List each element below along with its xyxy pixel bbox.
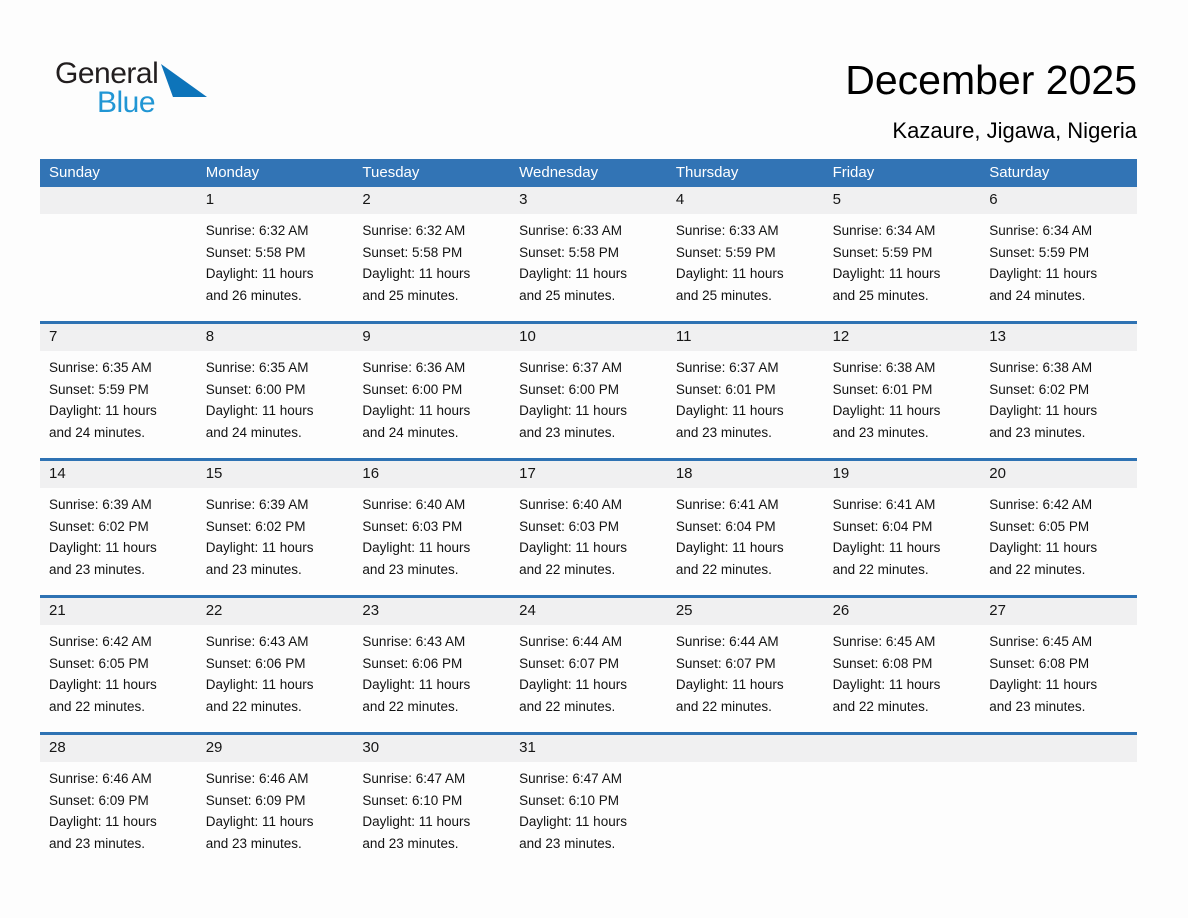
- sunrise-text: Sunrise: 6:33 AM: [519, 223, 622, 238]
- sunrise-text: Sunrise: 6:37 AM: [519, 360, 622, 375]
- daylight-text-line2: and 22 minutes.: [519, 561, 616, 577]
- page-subtitle: Kazaure, Jigawa, Nigeria: [892, 118, 1137, 143]
- daylight-text-line1: Daylight: 11 hours: [519, 540, 627, 555]
- day-details: [40, 214, 197, 321]
- sunset-text: Sunset: 6:02 PM: [205, 518, 306, 534]
- week-row: [40, 187, 1137, 321]
- day-number: 18: [667, 461, 824, 488]
- day-cell: [353, 461, 510, 595]
- sunset-text: Sunset: 6:01 PM: [832, 381, 933, 397]
- sunset-text: Sunset: 6:05 PM: [989, 518, 1090, 534]
- sunset-text: Sunset: 6:05 PM: [49, 655, 149, 671]
- day-details: [510, 625, 667, 732]
- page-title: December 2025: [845, 57, 1137, 103]
- day-details: [510, 488, 667, 595]
- sunrise-text: Sunrise: 6:41 AM: [832, 497, 936, 512]
- day-details: [197, 762, 354, 869]
- day-number: 7: [40, 324, 197, 351]
- day-details: [824, 625, 981, 732]
- sunrise-text: Sunrise: 6:32 AM: [205, 223, 309, 238]
- weekday-header-wednesday: Wednesday: [519, 164, 599, 181]
- daylight-text-line2: and 22 minutes.: [519, 698, 616, 714]
- sunrise-text: Sunrise: 6:32 AM: [362, 223, 466, 238]
- daylight-text-line1: Daylight: 11 hours: [675, 403, 784, 418]
- sunset-text: Sunset: 6:07 PM: [675, 655, 776, 671]
- day-number: 22: [197, 598, 354, 625]
- daylight-text-line1: Daylight: 11 hours: [519, 266, 627, 281]
- day-details: [980, 625, 1137, 732]
- daylight-text-line2: and 25 minutes.: [362, 287, 459, 303]
- weekday-header-monday: Monday: [205, 164, 260, 181]
- sunset-text: Sunset: 6:07 PM: [519, 655, 619, 671]
- sunset-text: Sunset: 6:04 PM: [675, 518, 776, 534]
- day-details: [40, 488, 197, 595]
- daylight-text-line1: Daylight: 11 hours: [205, 266, 314, 281]
- daylight-text-line2: and 23 minutes.: [989, 424, 1086, 440]
- daylight-text-line1: Daylight: 11 hours: [989, 677, 1098, 692]
- weeks-container: [40, 187, 1137, 869]
- sunset-text: Sunset: 5:59 PM: [675, 244, 776, 260]
- day-details: [667, 488, 824, 595]
- daylight-text-line1: Daylight: 11 hours: [989, 266, 1098, 281]
- daylight-text-line1: Daylight: 11 hours: [519, 677, 627, 692]
- daylight-text-line2: and 22 minutes.: [675, 698, 772, 714]
- daylight-text-line1: Daylight: 11 hours: [362, 266, 471, 281]
- sunset-text: Sunset: 5:58 PM: [519, 244, 619, 260]
- day-cell: [40, 598, 197, 732]
- day-number: 30: [353, 735, 510, 762]
- day-number: 26: [824, 598, 981, 625]
- empty-day-cell: [667, 735, 824, 869]
- sunset-text: Sunset: 6:10 PM: [519, 792, 619, 808]
- sunset-text: Sunset: 6:09 PM: [205, 792, 306, 808]
- day-details: [40, 625, 197, 732]
- day-details: [353, 351, 510, 458]
- sunrise-text: Sunrise: 6:38 AM: [989, 360, 1093, 375]
- sunset-text: Sunset: 6:03 PM: [362, 518, 463, 534]
- daylight-text-line1: Daylight: 11 hours: [362, 540, 471, 555]
- day-cell: [667, 187, 824, 321]
- day-number: 10: [510, 324, 667, 351]
- day-cell: [197, 324, 354, 458]
- daylight-text-line1: Daylight: 11 hours: [205, 814, 314, 829]
- day-cell: [824, 461, 981, 595]
- day-number: 14: [40, 461, 197, 488]
- sunset-text: Sunset: 5:59 PM: [832, 244, 933, 260]
- day-cell: [824, 598, 981, 732]
- daylight-text-line2: and 23 minutes.: [832, 424, 929, 440]
- day-number: [980, 735, 1137, 762]
- day-number: 2: [353, 187, 510, 214]
- day-details: [980, 488, 1137, 595]
- sunrise-text: Sunrise: 6:40 AM: [362, 497, 466, 512]
- daylight-text-line2: and 23 minutes.: [362, 835, 459, 851]
- sunrise-text: Sunrise: 6:41 AM: [675, 497, 779, 512]
- general-blue-logo: [55, 57, 225, 127]
- sunrise-text: Sunrise: 6:37 AM: [675, 360, 779, 375]
- day-number: 17: [510, 461, 667, 488]
- sunrise-text: Sunrise: 6:46 AM: [205, 771, 309, 786]
- day-cell: [667, 598, 824, 732]
- day-number: 19: [824, 461, 981, 488]
- sunset-text: Sunset: 6:01 PM: [675, 381, 776, 397]
- day-details: [353, 214, 510, 321]
- daylight-text-line2: and 22 minutes.: [49, 698, 146, 714]
- day-cell: [197, 461, 354, 595]
- day-number: 5: [824, 187, 981, 214]
- day-number: 20: [980, 461, 1137, 488]
- daylight-text-line2: and 23 minutes.: [519, 835, 616, 851]
- daylight-text-line1: Daylight: 11 hours: [362, 677, 471, 692]
- calendar-table: [40, 159, 1137, 869]
- sunrise-text: Sunrise: 6:45 AM: [989, 634, 1093, 649]
- day-details: [510, 762, 667, 869]
- day-number: 4: [667, 187, 824, 214]
- day-details: [197, 214, 354, 321]
- day-number: 31: [510, 735, 667, 762]
- day-cell: [510, 598, 667, 732]
- sunrise-text: Sunrise: 6:42 AM: [49, 634, 152, 649]
- daylight-text-line1: Daylight: 11 hours: [989, 540, 1098, 555]
- daylight-text-line1: Daylight: 11 hours: [362, 403, 471, 418]
- day-cell: [980, 461, 1137, 595]
- day-details: [980, 351, 1137, 458]
- sunset-text: Sunset: 6:02 PM: [49, 518, 149, 534]
- day-details: [197, 488, 354, 595]
- logo-triangle-icon: [161, 64, 207, 97]
- day-cell: [197, 187, 354, 321]
- daylight-text-line2: and 25 minutes.: [832, 287, 929, 303]
- sunset-text: Sunset: 5:59 PM: [49, 381, 149, 397]
- daylight-text-line2: and 23 minutes.: [49, 561, 146, 577]
- day-cell: [197, 735, 354, 869]
- day-number: 8: [197, 324, 354, 351]
- day-cell: [980, 598, 1137, 732]
- day-number: 16: [353, 461, 510, 488]
- day-cell: [667, 324, 824, 458]
- day-cell: [353, 735, 510, 869]
- daylight-text-line2: and 24 minutes.: [49, 424, 146, 440]
- day-details: [510, 214, 667, 321]
- day-cell: [510, 187, 667, 321]
- weekday-header-sunday: Sunday: [49, 164, 100, 181]
- sunset-text: Sunset: 5:59 PM: [989, 244, 1090, 260]
- day-details: [667, 625, 824, 732]
- day-details: [197, 625, 354, 732]
- daylight-text-line1: Daylight: 11 hours: [675, 540, 784, 555]
- daylight-text-line1: Daylight: 11 hours: [205, 677, 314, 692]
- sunset-text: Sunset: 6:00 PM: [362, 381, 463, 397]
- day-details: [667, 214, 824, 321]
- daylight-text-line2: and 24 minutes.: [989, 287, 1086, 303]
- day-number: 9: [353, 324, 510, 351]
- daylight-text-line1: Daylight: 11 hours: [519, 403, 627, 418]
- empty-day-cell: [40, 187, 197, 321]
- logo-general-text: General: [55, 57, 159, 90]
- daylight-text-line2: and 23 minutes.: [205, 835, 302, 851]
- day-cell: [197, 598, 354, 732]
- day-number: 1: [197, 187, 354, 214]
- sunrise-text: Sunrise: 6:47 AM: [362, 771, 466, 786]
- empty-day-cell: [824, 735, 981, 869]
- daylight-text-line2: and 23 minutes.: [49, 835, 146, 851]
- sunset-text: Sunset: 6:06 PM: [205, 655, 306, 671]
- sunrise-text: Sunrise: 6:42 AM: [989, 497, 1093, 512]
- daylight-text-line2: and 23 minutes.: [205, 561, 302, 577]
- day-details: [40, 762, 197, 869]
- daylight-text-line1: Daylight: 11 hours: [519, 814, 627, 829]
- day-cell: [40, 461, 197, 595]
- day-details: [824, 762, 981, 869]
- day-cell: [510, 324, 667, 458]
- week-row: [40, 458, 1137, 595]
- sunset-text: Sunset: 5:58 PM: [362, 244, 463, 260]
- daylight-text-line2: and 22 minutes.: [832, 698, 929, 714]
- day-details: [667, 762, 824, 869]
- day-details: [353, 488, 510, 595]
- sunset-text: Sunset: 6:00 PM: [205, 381, 306, 397]
- sunset-text: Sunset: 6:06 PM: [362, 655, 463, 671]
- sunrise-text: Sunrise: 6:43 AM: [362, 634, 466, 649]
- sunrise-text: Sunrise: 6:44 AM: [675, 634, 779, 649]
- day-number: 21: [40, 598, 197, 625]
- daylight-text-line1: Daylight: 11 hours: [205, 403, 314, 418]
- empty-day-cell: [980, 735, 1137, 869]
- day-details: [980, 762, 1137, 869]
- daylight-text-line2: and 23 minutes.: [989, 698, 1086, 714]
- sunset-text: Sunset: 6:03 PM: [519, 518, 619, 534]
- daylight-text-line2: and 22 minutes.: [989, 561, 1086, 577]
- day-details: [824, 488, 981, 595]
- sunset-text: Sunset: 6:04 PM: [832, 518, 933, 534]
- day-number: 23: [353, 598, 510, 625]
- day-cell: [353, 187, 510, 321]
- daylight-text-line1: Daylight: 11 hours: [362, 814, 471, 829]
- daylight-text-line1: Daylight: 11 hours: [989, 403, 1098, 418]
- sunrise-text: Sunrise: 6:40 AM: [519, 497, 622, 512]
- daylight-text-line2: and 24 minutes.: [362, 424, 459, 440]
- daylight-text-line2: and 22 minutes.: [675, 561, 772, 577]
- weekday-header-thursday: Thursday: [675, 164, 739, 181]
- day-number: 28: [40, 735, 197, 762]
- daylight-text-line1: Daylight: 11 hours: [675, 677, 784, 692]
- logo-blue-text: Blue: [97, 86, 156, 119]
- daylight-text-line1: Daylight: 11 hours: [832, 403, 941, 418]
- daylight-text-line2: and 22 minutes.: [205, 698, 302, 714]
- sunrise-text: Sunrise: 6:39 AM: [49, 497, 152, 512]
- sunrise-text: Sunrise: 6:44 AM: [519, 634, 622, 649]
- day-details: [510, 351, 667, 458]
- daylight-text-line2: and 22 minutes.: [362, 698, 459, 714]
- daylight-text-line2: and 22 minutes.: [832, 561, 929, 577]
- day-number: 27: [980, 598, 1137, 625]
- sunset-text: Sunset: 6:08 PM: [832, 655, 933, 671]
- day-number: [824, 735, 981, 762]
- sunrise-text: Sunrise: 6:33 AM: [675, 223, 779, 238]
- day-cell: [510, 461, 667, 595]
- daylight-text-line1: Daylight: 11 hours: [205, 540, 314, 555]
- day-details: [824, 214, 981, 321]
- sunrise-text: Sunrise: 6:39 AM: [205, 497, 309, 512]
- sunset-text: Sunset: 5:58 PM: [205, 244, 306, 260]
- day-number: [40, 187, 197, 214]
- day-cell: [980, 324, 1137, 458]
- day-details: [667, 351, 824, 458]
- day-cell: [353, 598, 510, 732]
- day-number: 24: [510, 598, 667, 625]
- day-details: [353, 762, 510, 869]
- daylight-text-line2: and 26 minutes.: [205, 287, 302, 303]
- daylight-text-line1: Daylight: 11 hours: [832, 266, 941, 281]
- day-cell: [980, 187, 1137, 321]
- weekday-header-friday: Friday: [832, 164, 875, 181]
- week-row: [40, 732, 1137, 869]
- day-number: 13: [980, 324, 1137, 351]
- daylight-text-line1: Daylight: 11 hours: [832, 677, 941, 692]
- day-cell: [824, 324, 981, 458]
- sunrise-text: Sunrise: 6:34 AM: [832, 223, 936, 238]
- day-cell: [40, 735, 197, 869]
- sunrise-text: Sunrise: 6:43 AM: [205, 634, 309, 649]
- sunrise-text: Sunrise: 6:38 AM: [832, 360, 936, 375]
- day-number: 15: [197, 461, 354, 488]
- sunset-text: Sunset: 6:10 PM: [362, 792, 463, 808]
- daylight-text-line1: Daylight: 11 hours: [675, 266, 784, 281]
- sunset-text: Sunset: 6:00 PM: [519, 381, 619, 397]
- daylight-text-line1: Daylight: 11 hours: [49, 677, 157, 692]
- day-number: 25: [667, 598, 824, 625]
- sunrise-text: Sunrise: 6:47 AM: [519, 771, 622, 786]
- day-number: 12: [824, 324, 981, 351]
- weekday-header-tuesday: Tuesday: [362, 164, 420, 181]
- daylight-text-line2: and 23 minutes.: [675, 424, 772, 440]
- daylight-text-line1: Daylight: 11 hours: [49, 403, 157, 418]
- weekday-header-saturday: Saturday: [989, 164, 1050, 181]
- daylight-text-line1: Daylight: 11 hours: [832, 540, 941, 555]
- day-details: [197, 351, 354, 458]
- day-details: [353, 625, 510, 732]
- sunrise-text: Sunrise: 6:36 AM: [362, 360, 466, 375]
- day-details: [980, 214, 1137, 321]
- sunrise-text: Sunrise: 6:46 AM: [49, 771, 152, 786]
- daylight-text-line2: and 25 minutes.: [519, 287, 616, 303]
- sunset-text: Sunset: 6:08 PM: [989, 655, 1090, 671]
- week-row: [40, 595, 1137, 732]
- daylight-text-line2: and 23 minutes.: [362, 561, 459, 577]
- day-number: [667, 735, 824, 762]
- day-details: [824, 351, 981, 458]
- sunrise-text: Sunrise: 6:45 AM: [832, 634, 936, 649]
- sunrise-text: Sunrise: 6:34 AM: [989, 223, 1093, 238]
- daylight-text-line2: and 24 minutes.: [205, 424, 302, 440]
- sunset-text: Sunset: 6:09 PM: [49, 792, 149, 808]
- daylight-text-line1: Daylight: 11 hours: [49, 540, 157, 555]
- daylight-text-line2: and 23 minutes.: [519, 424, 616, 440]
- daylight-text-line2: and 25 minutes.: [675, 287, 772, 303]
- day-cell: [824, 187, 981, 321]
- day-number: 6: [980, 187, 1137, 214]
- week-row: [40, 321, 1137, 458]
- day-number: 11: [667, 324, 824, 351]
- day-details: [40, 351, 197, 458]
- day-number: 29: [197, 735, 354, 762]
- day-cell: [510, 735, 667, 869]
- sunset-text: Sunset: 6:02 PM: [989, 381, 1090, 397]
- sunrise-text: Sunrise: 6:35 AM: [49, 360, 152, 375]
- day-cell: [353, 324, 510, 458]
- sunrise-text: Sunrise: 6:35 AM: [205, 360, 309, 375]
- weekday-header-row: [40, 159, 1137, 187]
- daylight-text-line1: Daylight: 11 hours: [49, 814, 157, 829]
- day-cell: [40, 324, 197, 458]
- day-cell: [667, 461, 824, 595]
- day-number: 3: [510, 187, 667, 214]
